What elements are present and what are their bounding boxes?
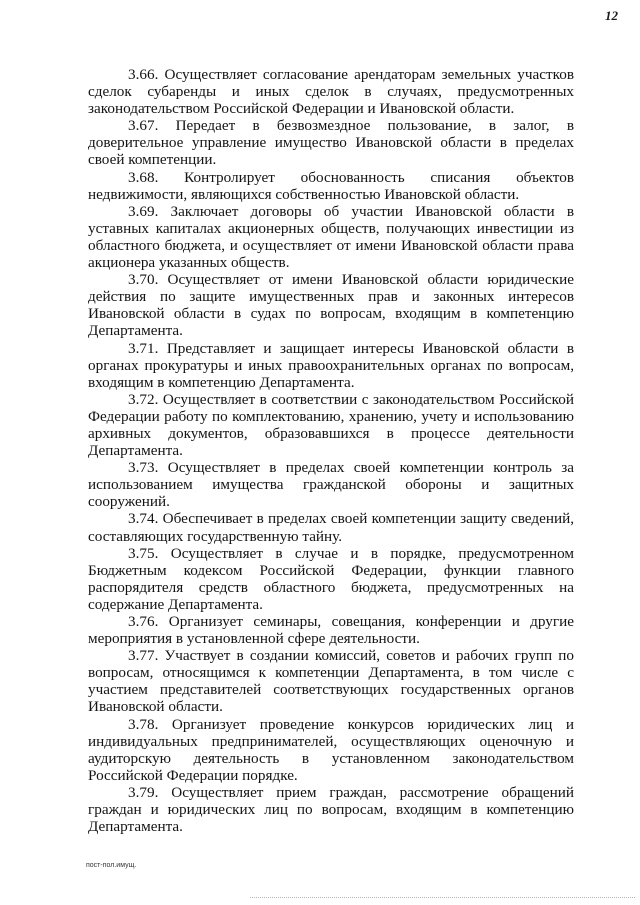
- paragraph-3-74: 3.74. Обеспечивает в пределах своей компетенции защиту сведений, составляющих государственную тайну.: [88, 510, 574, 545]
- paragraph-3-72: 3.72. Осуществляет в соответствии с законодательством Российской Федерации работу по комплектованию, хранению, учету и использованию архивных документов, образовавшихся в процессе деятельности Департамента.: [88, 390, 574, 460]
- paragraph-3-71: 3.71. Представляет и защищает интересы Ивановской области в органах прокуратуры и иных правоохранительных органах по вопросам, входящим в компетенцию Департамента.: [88, 339, 574, 391]
- footer-code: пост-пол.имущ.: [86, 862, 137, 869]
- paragraph-3-78: 3.78. Организует проведение конкурсов юридических лиц и индивидуальных предпринимателей, осуществляющих оценочную и аудиторскую деятельность в установленном законодательством Российской Федерации порядке.: [88, 715, 574, 784]
- paragraph-3-67: 3.67. Передает в безвозмездное пользование, в залог, в доверительное управление имущество Ивановской области в пределах своей компетенции.: [88, 117, 574, 169]
- paragraph-3-66: 3.66. Осуществляет согласование арендаторам земельных участков сделок субаренды и иных сделок в случаях, предусмотренных законодательством Российской Федерации и Ивановской области.: [88, 66, 574, 118]
- paragraph-3-79: 3.79. Осуществляет прием граждан, рассмотрение обращений граждан и юридических лиц по вопросам, входящим в компетенцию Департамента.: [88, 783, 574, 836]
- page-number: 12: [605, 8, 618, 23]
- paragraph-3-73: 3.73. Осуществляет в пределах своей компетенции контроль за использованием имущества гражданской обороны и защитных сооружений.: [88, 459, 574, 511]
- document-body: [88, 66, 574, 835]
- paragraph-3-68: 3.68. Контролирует обоснованность списания объектов недвижимости, являющихся собственностью Ивановской области.: [88, 168, 574, 203]
- paragraph-3-77: 3.77. Участвует в создании комиссий, советов и рабочих групп по вопросам, относящимся к компетенции Департамента, в том числе с участием представителей соответствующих государственных органов Ивановской области.: [88, 647, 574, 716]
- paragraph-3-76: 3.76. Организует семинары, совещания, конференции и другие мероприятия в установленной сфере деятельности.: [88, 613, 574, 648]
- scan-edge-line: [250, 897, 635, 898]
- paragraph-3-69: 3.69. Заключает договоры об участии Ивановской области в уставных капиталах акционерных обществ, получающих инвестиции из областного бюджета, и осуществляет от имени Ивановской области права акционера указанных обществ.: [88, 202, 574, 272]
- paragraph-3-75: 3.75. Осуществляет в случае и в порядке, предусмотренном Бюджетным кодексом Российской Федерации, функции главного распорядителя средств областного бюджета, предусмотренных на содержание Департамента.: [88, 544, 574, 613]
- paragraph-3-70: 3.70. Осуществляет от имени Ивановской области юридические действия по защите имущественных прав и законных интересов Ивановской области в судах по вопросам, входящим в компетенцию Департамента.: [88, 271, 574, 340]
